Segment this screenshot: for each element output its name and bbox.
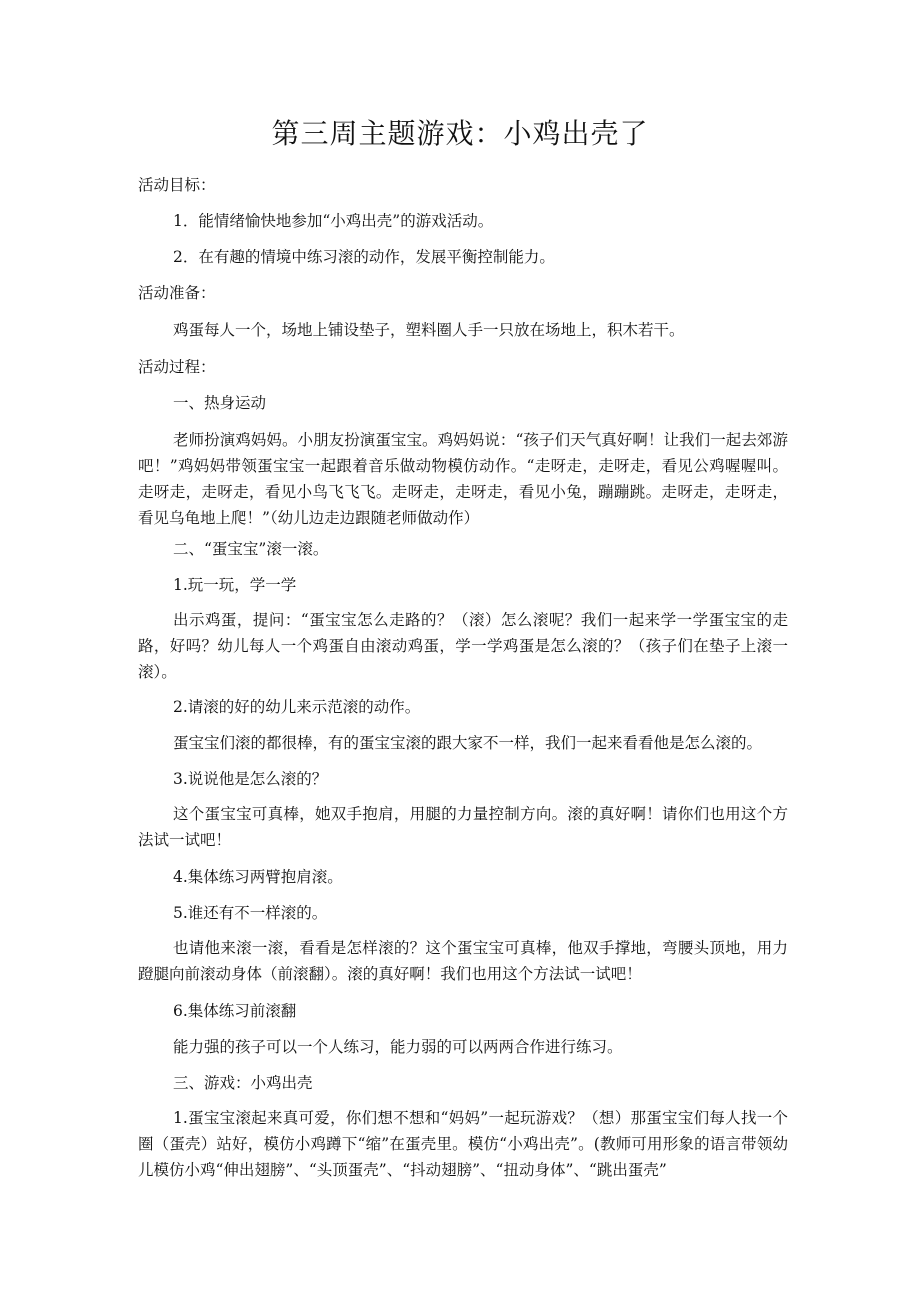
step4-heading: 4.集体练习两臂抱肩滚。 xyxy=(173,868,343,886)
step1-heading: 1.玩一玩，学一学 xyxy=(173,576,297,594)
warmup-heading: 一、热身运动 xyxy=(173,394,267,412)
prep-text: 鸡蛋每人一个，场地上铺设垫子，塑料圈人手一只放在场地上，积木若干。 xyxy=(173,321,685,339)
step1-text: 出示鸡蛋，提问：“蛋宝宝怎么走路的？（滚）怎么滚呢？我们一起来学一学蛋宝宝的走路，好吗？幼儿每人一个鸡蛋自由滚动鸡蛋，学一学鸡蛋是怎么滚的？（孩子们在垫子上滚一滚）。 xyxy=(138,611,788,681)
step5-heading: 5.谁还有不一样滚的。 xyxy=(173,904,328,922)
game-text: 1.蛋宝宝滚起来真可爱，你们想不想和“妈妈”一起玩游戏？（想）那蛋宝宝们每人找一个圈（蛋壳）站好，模仿小鸡蹲下“缩”在蛋壳里。模仿“小鸡出壳”。(教师可用形象的语言带领幼儿模仿小鸡“伸出翅膀”、“头顶蛋壳”、“抖动翅膀”、“扭动身体”、“跳出蛋壳” xyxy=(138,1109,788,1179)
step2-heading: 2.请滚的好的幼儿来示范滚的动作。 xyxy=(173,698,421,716)
game-heading: 三、游戏：小鸡出壳 xyxy=(173,1074,313,1092)
step6-text: 能力强的孩子可以一个人练习，能力弱的可以两两合作进行练习。 xyxy=(173,1038,623,1056)
goal-item-2: 2．在有趣的情境中练习滚的动作，发展平衡控制能力。 xyxy=(173,248,555,266)
roll-heading: 二、“蛋宝宝”滚一滚。 xyxy=(173,540,329,558)
goal-item-1: 1．能情绪愉快地参加“小鸡出壳”的游戏活动。 xyxy=(173,212,494,230)
prep-heading: 活动准备： xyxy=(138,284,216,302)
document-title: 第三周主题游戏：小鸡出壳了 xyxy=(271,117,649,150)
step5-text: 也请他来滚一滚，看看是怎样滚的？这个蛋宝宝可真棒，他双手撑地，弯腰头顶地，用力蹬腿向前滚动身体（前滚翻）。滚的真好啊！我们也用这个方法试一试吧！ xyxy=(138,939,788,983)
step3-heading: 3.说说他是怎么滚的？ xyxy=(173,770,328,788)
step6-heading: 6.集体练习前滚翻 xyxy=(173,1002,297,1020)
warmup-text: 老师扮演鸡妈妈。小朋友扮演蛋宝宝。鸡妈妈说：“孩子们天气真好啊！让我们一起去郊游吧！”鸡妈妈带领蛋宝宝一起跟着音乐做动物模仿动作。“走呀走，走呀走，看见公鸡喔喔叫。走呀走，走呀走，看见小鸟飞飞飞。走呀走，走呀走，看见小兔，蹦蹦跳。走呀走，走呀走，看见乌龟地上爬！”（幼儿边走边跟随老师做动作） xyxy=(138,431,788,527)
process-heading: 活动过程： xyxy=(138,358,216,376)
step3-text: 这个蛋宝宝可真棒，她双手抱肩，用腿的力量控制方向。滚的真好啊！请你们也用这个方法试一试吧！ xyxy=(138,805,788,849)
goals-heading: 活动目标： xyxy=(138,176,216,194)
step2-text: 蛋宝宝们滚的都很棒，有的蛋宝宝滚的跟大家不一样，我们一起来看看他是怎么滚的。 xyxy=(173,734,763,752)
